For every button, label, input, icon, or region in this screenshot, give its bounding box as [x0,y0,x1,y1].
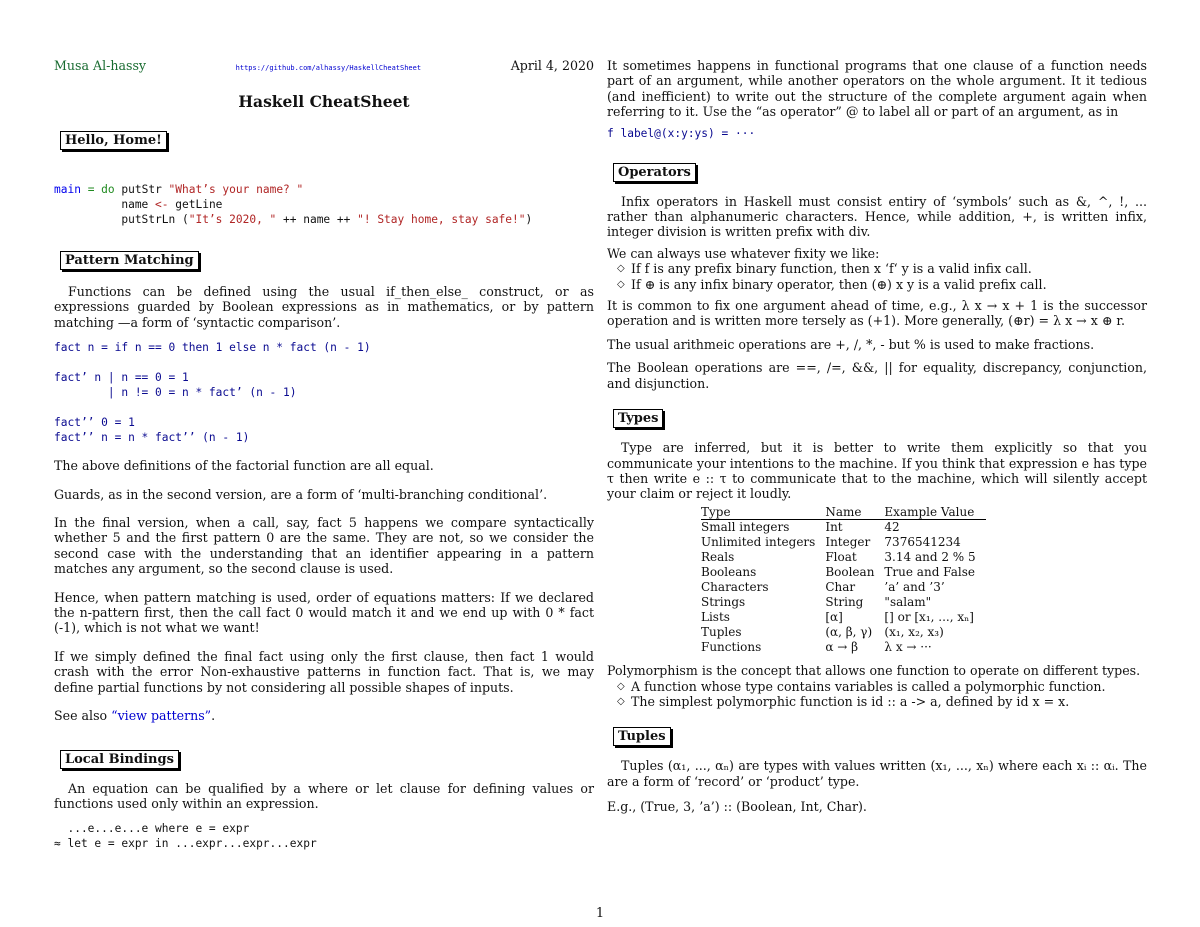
table-row: Functions α → β λ x → ··· [701,640,932,655]
types-paragraph-1: Type are inferred, but it is better to write them explicitly so that you communicate your intentions to the machine. If you think that expression e has type τ then write e :: τ to communicate that to the machine, which will silently accept your claim or reject it loudly. [607,440,1147,502]
types-col-example: Example Value [884,505,985,520]
types-col-name: Name [825,505,884,520]
section-hello-home: Hello, Home! [60,131,167,150]
pattern-paragraph-6: If we simply defined the final fact using only the first clause, then fact 1 would crash with the error Non-exhaustive patterns in function fact. That is, we may define partial functions by not considering all possible shapes of inputs. [54,648,594,695]
table-row: Characters Char ’a’ and ’3’ [701,580,945,595]
pattern-paragraph-5: Hence, when pattern matching is used, order of equations matters: If we declared the n-pattern first, then the call fact 0 would match it and we end up with 0 * fact (-1), which is not what we want! [54,589,594,636]
tuples-paragraph-1: Tuples (α₁, ..., αₙ) are types with values written (x₁, ..., xₙ) where each xᵢ :: αᵢ. The are a form of ‘record’ or ‘product’ type. [607,758,1147,789]
polymorphism-item-2: ◇ The simplest polymorphic function is id :: a -> a, defined by id x = x. [631,694,1147,709]
as-pattern-paragraph: It sometimes happens in functional programs that one clause of a function needs part of an argument, while another operators on the whole argument. It it tedious (and inefficient) to write out the structure of the complete argument again when referring to it. Use the “as operator” @ to label all or part of an argument, as in [607,58,1147,120]
page-title: Haskell CheatSheet [238,92,410,111]
types-col-type: Type [701,505,825,520]
section-pattern-matching: Pattern Matching [60,251,199,270]
local-paragraph-1: An equation can be qualified by a where or let clause for defining values or functions used only within an expression. [54,780,594,811]
tuples-example: E.g., (True, 3, ’a’) :: (Boolean, Int, Char). [607,799,867,815]
table-row: Reals Float 3.14 and 2 % 5 [701,550,976,565]
polymorphism-paragraph: Polymorphism is the concept that allows one function to operate on different types. [607,663,1141,679]
view-patterns-link[interactable]: “view patterns” [111,708,212,724]
author-name: Musa Al-hassy [54,58,147,73]
as-pattern-code: f label@(x:y:ys) = ··· [607,126,756,140]
hello-code-block: main = do putStr "What’s your name? " name <- getLine putStrLn ("It’s 2020, " ++ name ++ "! Stay home, stay safe!") [54,183,533,226]
fact-code-2: fact’ n | n == 0 = 1 | n != 0 = n * fact’ (n - 1) [54,371,297,400]
local-code-block: ...e...e...e where e = expr ≈ let e = expr in ...expr...expr...expr [54,822,317,851]
operators-paragraph-5: The Boolean operations are ==, /=, &&, || for equality, discrepancy, conjunction, and disjunction. [607,360,1147,391]
pattern-paragraph-4: In the final version, when a call, say, fact 5 happens we compare syntactically whether 5 and the first pattern 0 are the same. They are not, so we consider the second case with the understanding that an identifier appearing in a pattern matches any argument, so the second clause is used. [54,515,594,577]
polymorphism-item-1: ◇ A function whose type contains variables is called a polymorphic function. [631,679,1147,694]
section-tuples: Tuples [613,727,671,746]
types-table [701,505,986,656]
operators-paragraph-2: We can always use whatever fixity we like: [607,245,880,261]
polymorphism-list [607,679,1147,710]
table-row: Booleans Boolean True and False [701,565,975,580]
operators-paragraph-1: Infix operators in Haskell must consist entiry of ‘symbols’ such as &, ^, !, ... rather than alphanumeric characters. Hence, while addition, +, is written infix, integer division is written prefix with div. [607,193,1147,240]
page-number: 1 [595,906,605,921]
fact-code-3: fact’’ 0 = 1 fact’’ n = n * fact’’ (n - 1) [54,416,250,445]
pattern-paragraph-1: Functions can be defined using the usual if_then_else_ construct, or as expressions guarded by Boolean expressions as in mathematics, or by pattern matching —a form of ‘syntactic comparison’. [54,284,594,330]
fixity-item-infix: ◇ If ⊕ is any infix binary operator, then (⊕) x y is a valid prefix call. [631,277,1147,292]
fact-code-1: fact n = if n == 0 then 1 else n * fact (n - 1) [54,341,371,355]
section-types: Types [613,409,663,428]
see-also-line: See also “view patterns”. [54,708,216,724]
page-header [54,58,594,74]
document-date: April 4, 2020 [510,58,594,73]
pattern-paragraph-2: The above definitions of the factorial function are all equal. [54,458,434,474]
table-row: Lists [α] [] or [x₁, ..., xₙ] [701,610,974,625]
operators-paragraph-3: It is common to fix one argument ahead of time, e.g., λ x → x + 1 is the successor operation and is written more tersely as (+1). More generally, (⊕r) = λ x → x ⊕ r. [607,298,1147,329]
right-column [607,58,1147,815]
left-column [54,58,594,851]
operators-paragraph-4: The usual arithmeic operations are +, /, *, - but % is used to make fractions. [607,336,1095,352]
fixity-list [607,261,1147,292]
table-row: Tuples (α, β, γ) (x₁, x₂, x₃) [701,625,944,640]
fixity-item-prefix: ◇ If f is any prefix binary function, then x ‘f‘ y is a valid infix call. [631,261,1147,276]
table-row: Unlimited integers Integer 7376541234 [701,535,961,550]
section-local-bindings: Local Bindings [60,750,179,769]
section-operators: Operators [613,163,696,182]
repo-link[interactable]: https://github.com/alhassy/HaskellCheatSheet [235,64,422,72]
table-row: Small integers Int 42 [701,520,900,535]
table-row: Strings String "salam" [701,595,932,610]
pattern-paragraph-3: Guards, as in the second version, are a form of ‘multi-branching conditional’. [54,486,548,502]
